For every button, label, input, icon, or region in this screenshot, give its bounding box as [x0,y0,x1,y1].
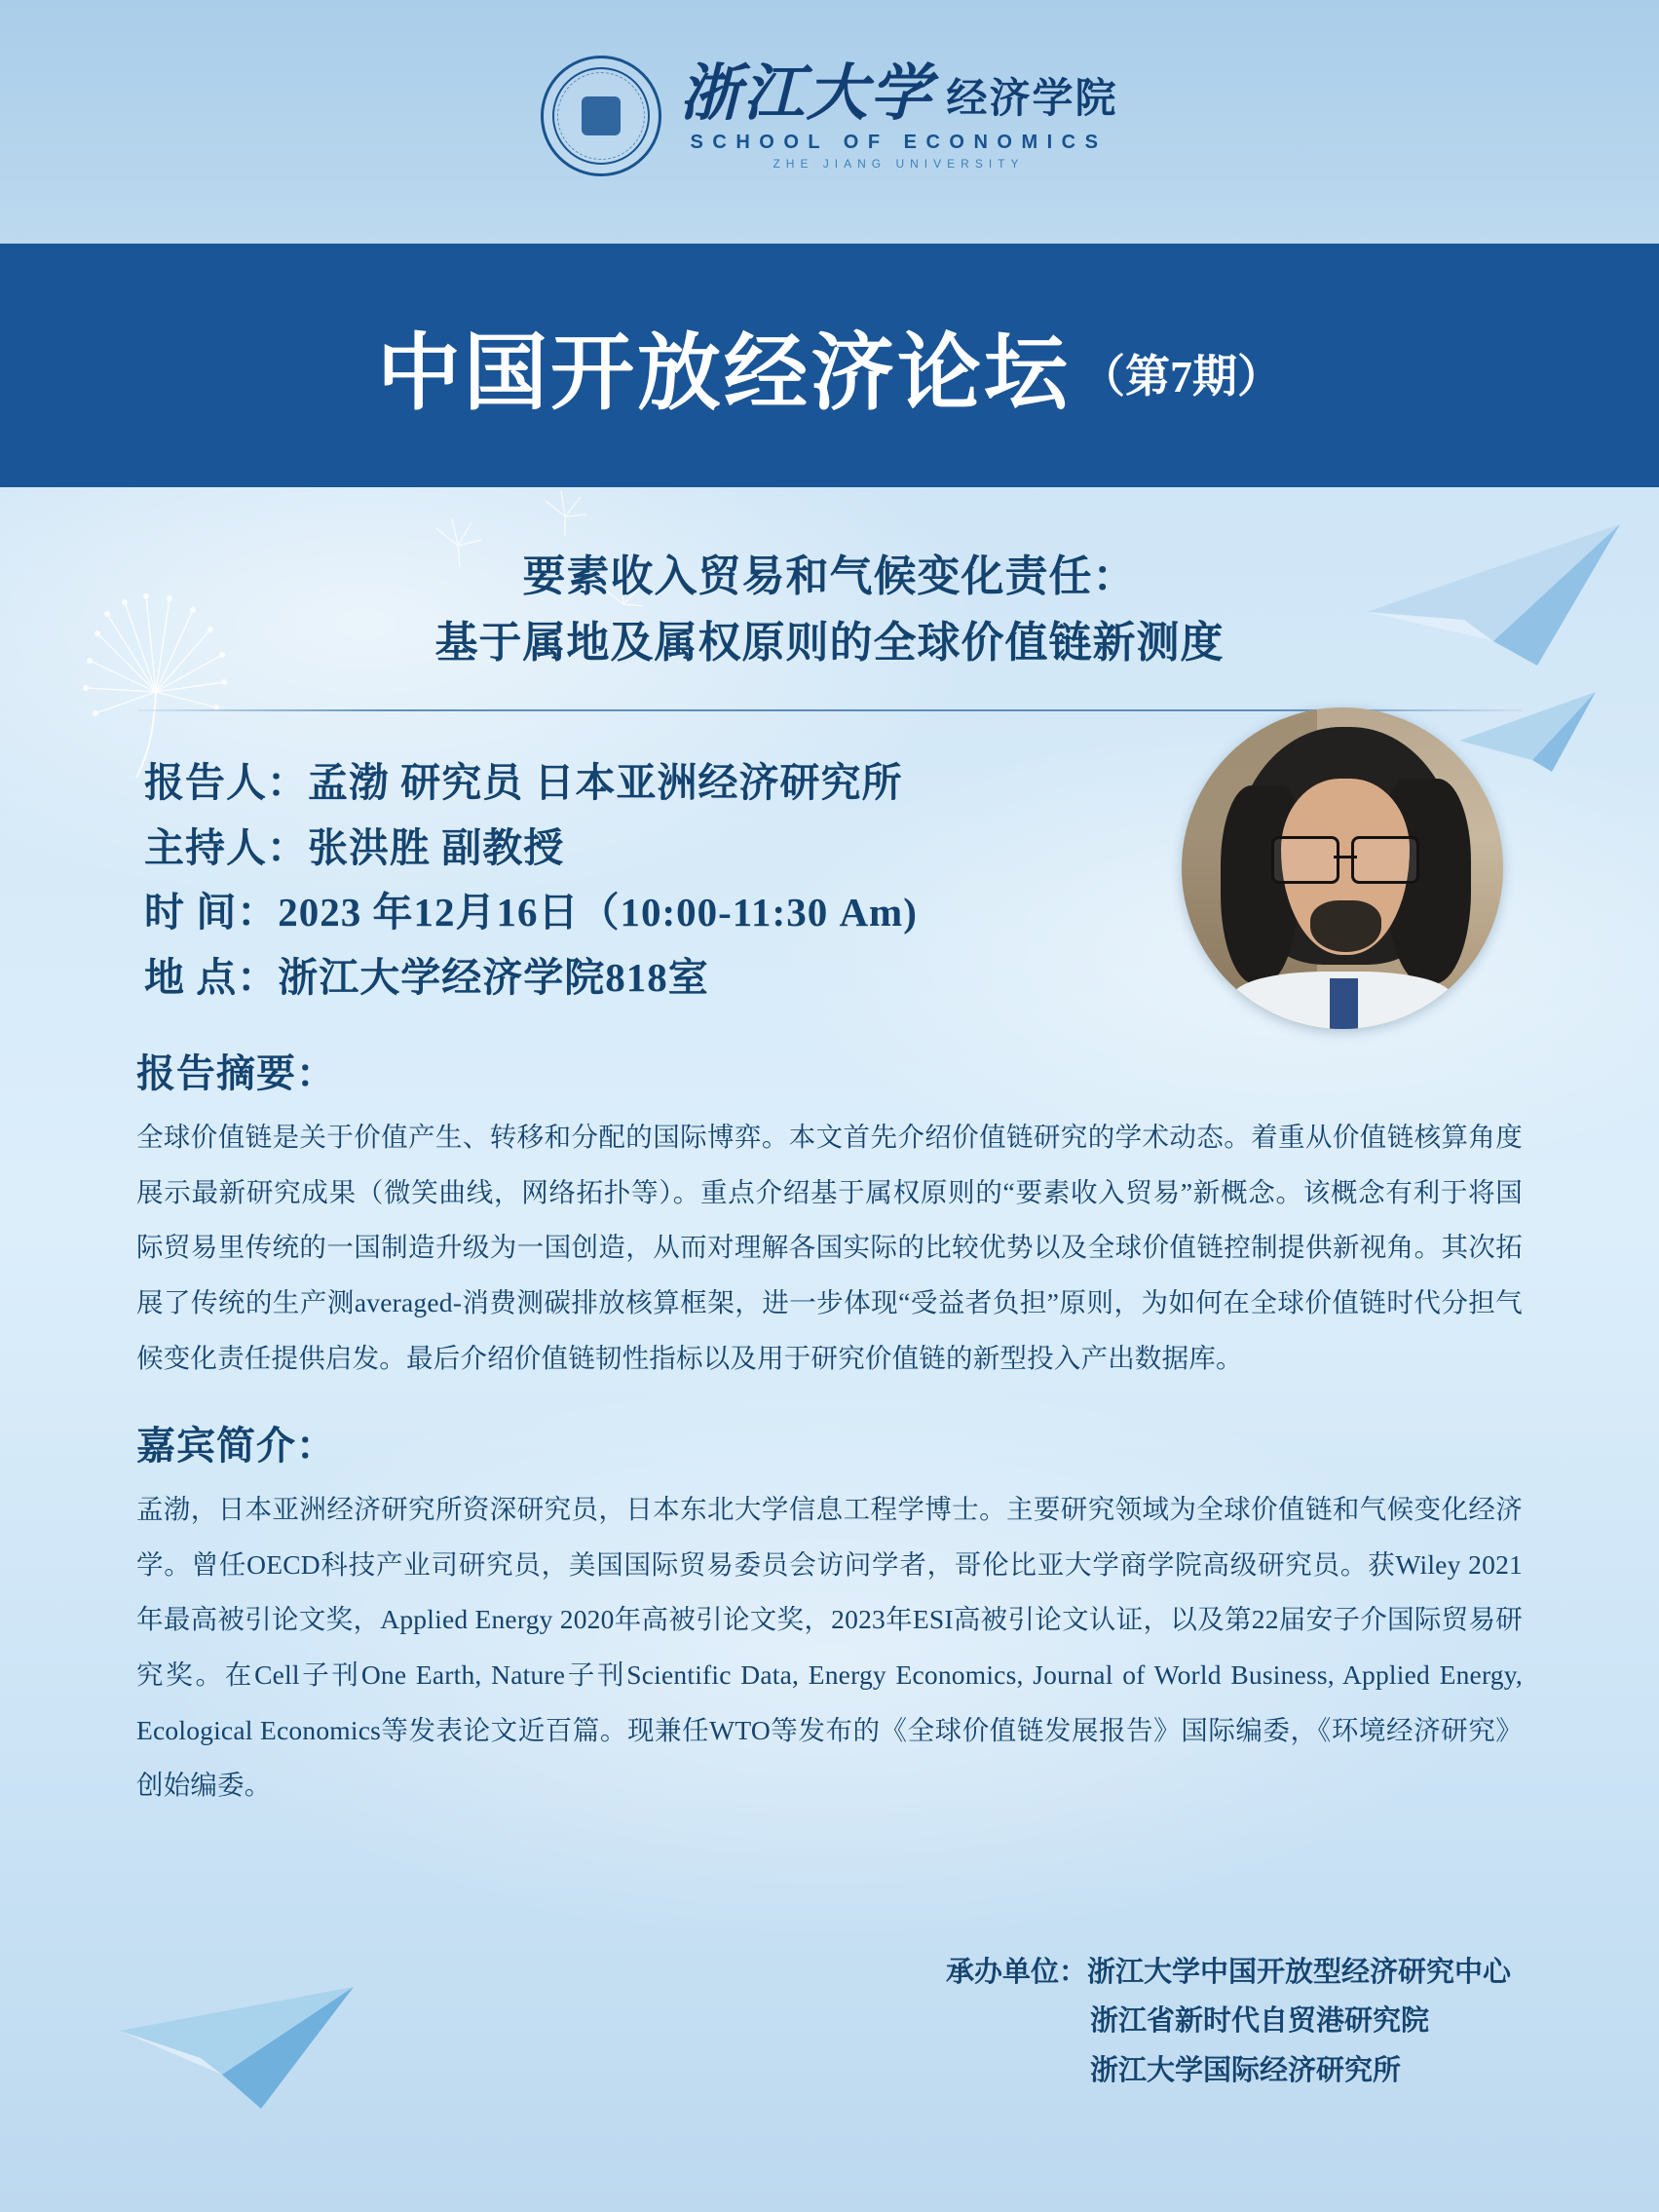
zhejiang-university-seal-icon [541,56,661,176]
logo-school-name: 经济学院 [946,76,1118,122]
forum-title: 中国开放经济论坛 [377,326,1071,420]
bio-heading: 嘉宾简介： [136,1424,336,1468]
logo-english-university: ZHE JIANG UNIVERSITY [773,156,1025,171]
lecture-subtitle [129,544,1531,711]
university-logo [541,56,1117,176]
event-info [0,750,1659,1010]
abstract-heading: 报告摘要： [136,1051,336,1095]
abstract-section [0,1043,1659,1386]
abstract-text: 全球价值链是关于价值产生、转移和分配的国际博弈。本文首先介绍价值链研究的学术动态。着重从价值链核算角度展示最新研究成果（微笑曲线，网络拓扑等）。重点介绍基于属权原则的“要素收入贸易”新概念。该概念有利于将国际贸易里传统的一国制造升级为一国创造，从而对理解各国实际的比较优势以及全球价值链控制提供新视角。其次拓展了传统的生产测averaged-消费测碳排放核算框架，进一步体现“受益者负担”原则，为如何在全球价值链时代分担气候变化责任提供启发。最后介绍价值链韧性指标以及用于研究价值链的新型投入产出数据库。 [136,1122,1523,1373]
logo-university-name: 浙江大学 [679,58,933,128]
organizers-footer [946,1948,1511,2095]
organizer-line-3: 浙江大学国际经济研究所 [1089,2054,1401,2086]
bio-section [0,1415,1659,1813]
organizer-line-2: 浙江省新时代自贸港研究院 [1089,2005,1429,2038]
subtitle-line-1: 要素收入贸易和气候变化责任： [522,553,1137,600]
forum-issue-number: （第7期） [1080,352,1282,401]
organizer-line-1: 承办单位：浙江大学中国开放型经济研究中心 [945,1956,1511,1988]
paper-plane-bottom-left [115,1972,358,2118]
poster-header [0,0,1659,244]
paper-plane-icon-large [115,1972,358,2118]
speaker-portrait [1182,707,1503,1029]
glasses-icon [1271,836,1419,878]
forum-title-bar [0,244,1659,487]
info-speaker: 报告人：孟渤 研究员 日本亚洲经济研究所 [144,760,903,806]
info-host: 主持人：张洪胜 副教授 [144,824,565,870]
subtitle-line-2: 基于属地及属权原则的全球价值链新测度 [434,619,1225,667]
info-time: 时 间：2023 年12月16日（10:00-11:30 Am) [144,890,918,935]
bio-text: 孟渤，日本亚洲经济研究所资深研究员，日本东北大学信息工程学博士。主要研究领域为全球价值链和气候变化经济学。曾任OECD科技产业司研究员，美国国际贸易委员会访问学者，哥伦比亚大学商学院高级研究员。获Wiley 2021年最高被引论文奖，Applied Energy 2020年高被引论文奖，2023年ESI高被引论文认证，以及第22届安子介国际贸易研究奖。在Cell子刊One Earth, Nature子刊Scientific Data, Energy Economics, Journal of World Business, Applied Energy, Ecological Economics等发表论文近百篇。现兼任WTO等发布的《全球价值链发展报告》国际编委，《环境经济研究》创始编委。 [136,1494,1523,1801]
logo-text-block [679,58,1118,171]
logo-english-school: SCHOOL OF ECONOMICS [690,131,1108,153]
info-place: 地 点：浙江大学经济学院818室 [144,954,709,1000]
